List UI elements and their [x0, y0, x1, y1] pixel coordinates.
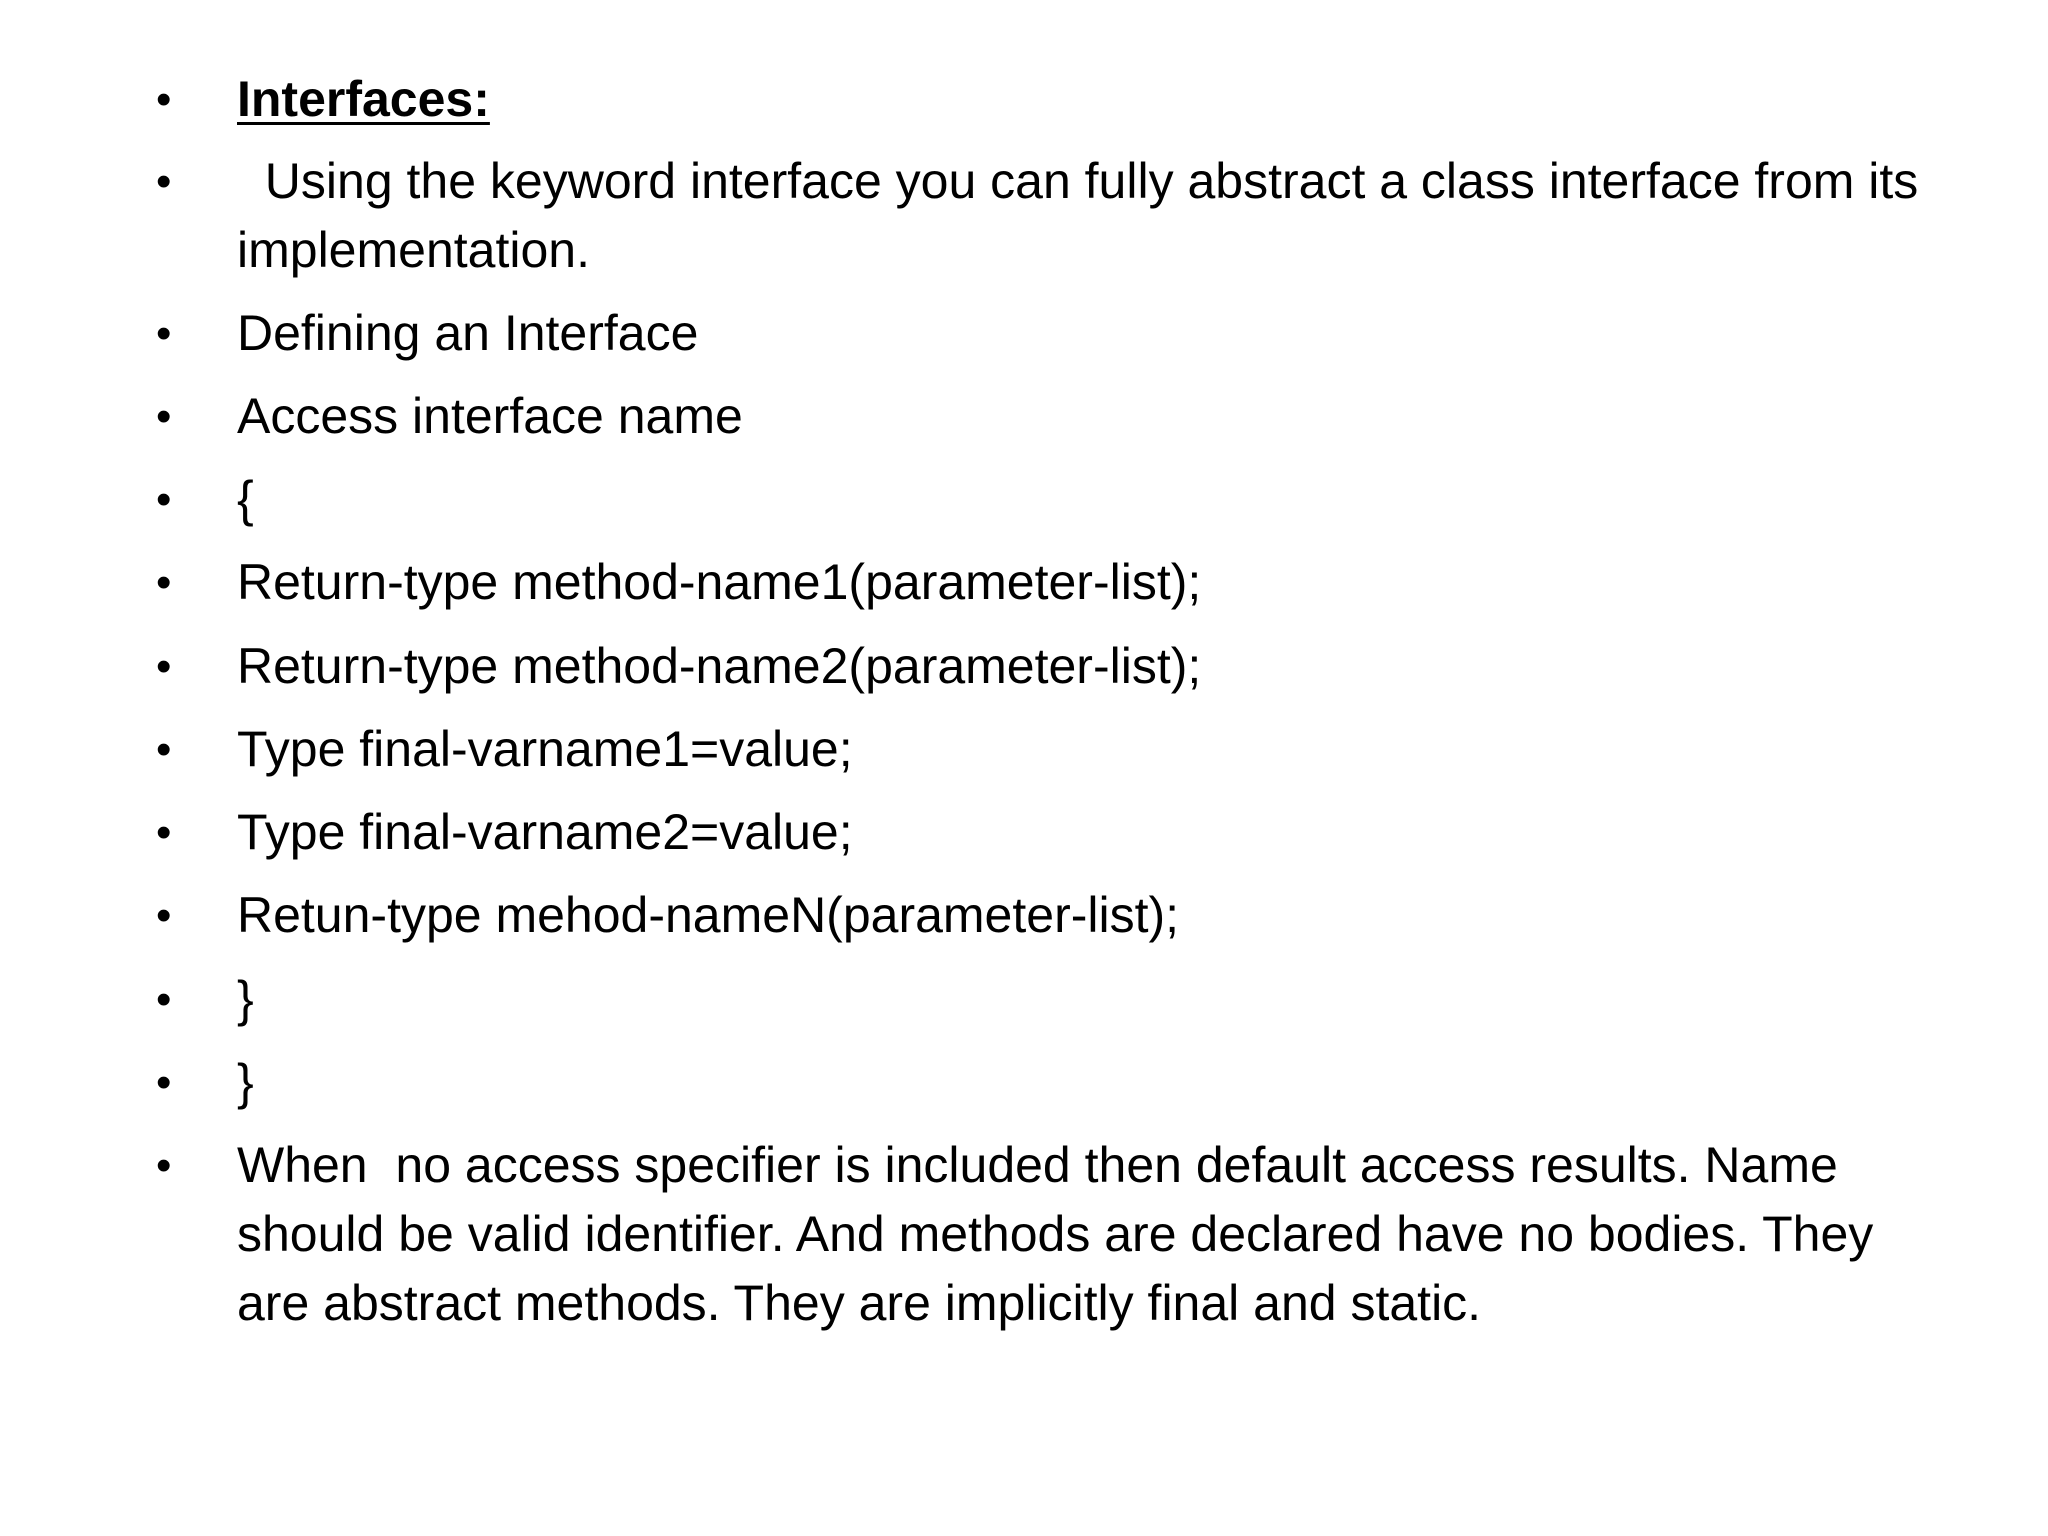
bullet-dot: •: [156, 975, 172, 1024]
bullet-dot: •: [156, 1058, 172, 1107]
bullet-dot: •: [156, 642, 172, 691]
bullet-dot: •: [156, 725, 172, 774]
bullet-text: Return-type method-name1(parameter-list);: [237, 554, 1202, 610]
bullet-text: Retun-type mehod-nameN(parameter-list);: [237, 887, 1180, 943]
bullet-text: Using the keyword interface you can fully abstract a class interface from its implementation.: [237, 153, 1933, 278]
bullet-text: Type final-varname2=value;: [237, 804, 853, 860]
section-heading: Interfaces:: [237, 71, 490, 127]
bullet-dot: •: [156, 157, 172, 206]
bullet-text: When no access specifier is included then default access results. Name should be valid identifier. And methods are declared have no bodies. They are abstract methods. They are implicitly final and static.: [237, 1137, 1888, 1331]
bullet-text: {: [237, 471, 254, 527]
bullet-text: }: [237, 1054, 254, 1110]
bullet-dot: •: [156, 808, 172, 857]
bullet-text: Type final-varname1=value;: [237, 721, 853, 777]
bullet-dot: •: [156, 75, 172, 124]
bullet-dot: •: [156, 392, 172, 441]
bullet-text: }: [237, 971, 254, 1027]
bullet-text: Access interface name: [237, 388, 743, 444]
bullet-text: Defining an Interface: [237, 305, 699, 361]
bullet-dot: •: [156, 1141, 172, 1190]
bullet-dot: •: [156, 475, 172, 524]
bullet-dot: •: [156, 891, 172, 940]
bullet-text: Return-type method-name2(parameter-list);: [237, 638, 1202, 694]
bullet-dot: •: [156, 558, 172, 607]
bullet-dot: •: [156, 309, 172, 358]
